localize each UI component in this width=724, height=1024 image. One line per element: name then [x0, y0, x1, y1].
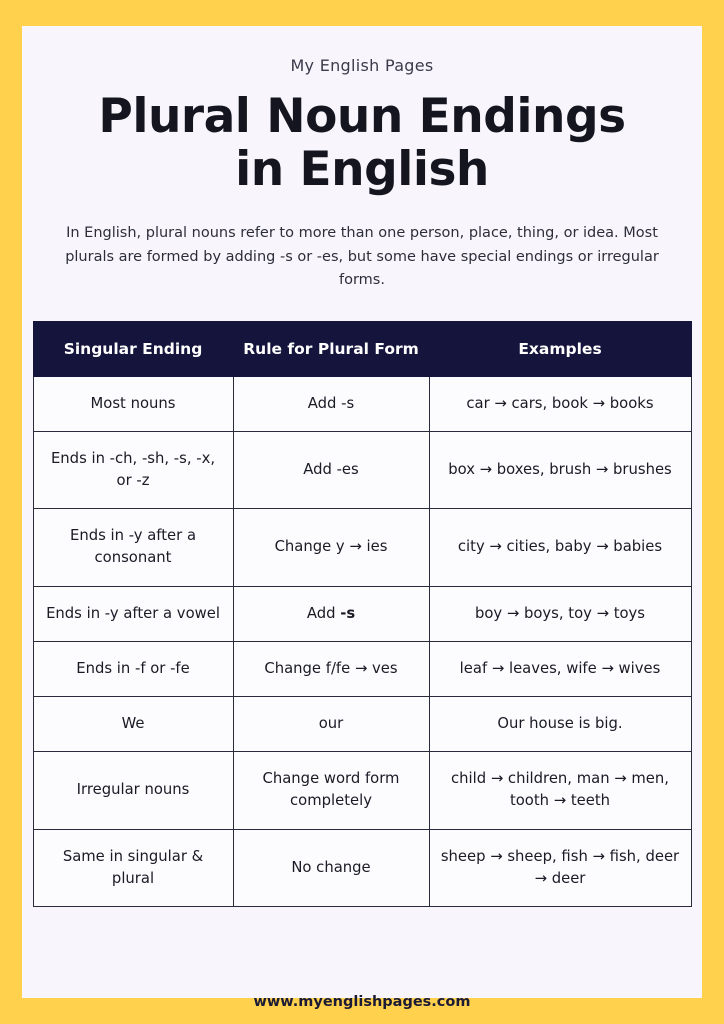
- cell-rule: No change: [233, 829, 429, 906]
- cell-singular-ending: Ends in -y after a vowel: [33, 586, 233, 641]
- cell-examples: leaf → leaves, wife → wives: [429, 641, 691, 696]
- table-row: [33, 641, 691, 696]
- table-row: [33, 829, 691, 906]
- table-row: [33, 752, 691, 829]
- cell-rule: Add -s: [233, 376, 429, 431]
- cell-singular-ending: Irregular nouns: [33, 752, 233, 829]
- cell-examples: sheep → sheep, fish → fish, deer → deer: [429, 829, 691, 906]
- table-body: [33, 376, 691, 906]
- cell-rule: Change word form completely: [233, 752, 429, 829]
- footer-website: www.myenglishpages.com: [253, 994, 471, 1010]
- rule-emphasis: -s: [340, 604, 356, 622]
- cell-examples: child → children, man → men, tooth → teeth: [429, 752, 691, 829]
- page-title: [98, 91, 625, 196]
- cell-singular-ending: Ends in -f or -fe: [33, 641, 233, 696]
- column-header-singular-ending: Singular Ending: [33, 321, 233, 376]
- cell-examples: box → boxes, brush → brushes: [429, 431, 691, 508]
- table-header-row: [33, 321, 691, 376]
- column-header-rule: Rule for Plural Form: [233, 321, 429, 376]
- cell-examples: boy → boys, toy → toys: [429, 586, 691, 641]
- title-line-2: in English: [235, 141, 489, 197]
- cell-rule: Change y → ies: [233, 509, 429, 586]
- table-row: [33, 586, 691, 641]
- cell-singular-ending: Same in singular & plural: [33, 829, 233, 906]
- cell-rule: Change f/fe → ves: [233, 641, 429, 696]
- cell-singular-ending: Most nouns: [33, 376, 233, 431]
- cell-rule: our: [233, 697, 429, 752]
- cell-singular-ending: Ends in -y after a consonant: [33, 509, 233, 586]
- column-header-examples: Examples: [429, 321, 691, 376]
- plural-rules-table: [33, 321, 692, 907]
- cell-singular-ending: We: [33, 697, 233, 752]
- brand-label: My English Pages: [290, 56, 434, 75]
- table-header: [33, 321, 691, 376]
- cell-rule: [233, 586, 429, 641]
- table-row: [33, 509, 691, 586]
- cell-singular-ending: Ends in -ch, -sh, -s, -x, or -z: [33, 431, 233, 508]
- cell-examples: car → cars, book → books: [429, 376, 691, 431]
- cell-examples: city → cities, baby → babies: [429, 509, 691, 586]
- content-card: [22, 26, 702, 998]
- title-line-1: Plural Noun Endings: [98, 89, 626, 144]
- table-row: [33, 431, 691, 508]
- rule-prefix: Add: [306, 604, 341, 622]
- cell-examples: Our house is big.: [429, 697, 691, 752]
- table-row: [33, 697, 691, 752]
- intro-paragraph: In English, plural nouns refer to more than one person, place, thing, or idea. Most plurals are formed by adding -s or -es, but some have special endings or irregular forms.: [65, 225, 659, 289]
- table-row: [33, 376, 691, 431]
- cell-rule: Add -es: [233, 431, 429, 508]
